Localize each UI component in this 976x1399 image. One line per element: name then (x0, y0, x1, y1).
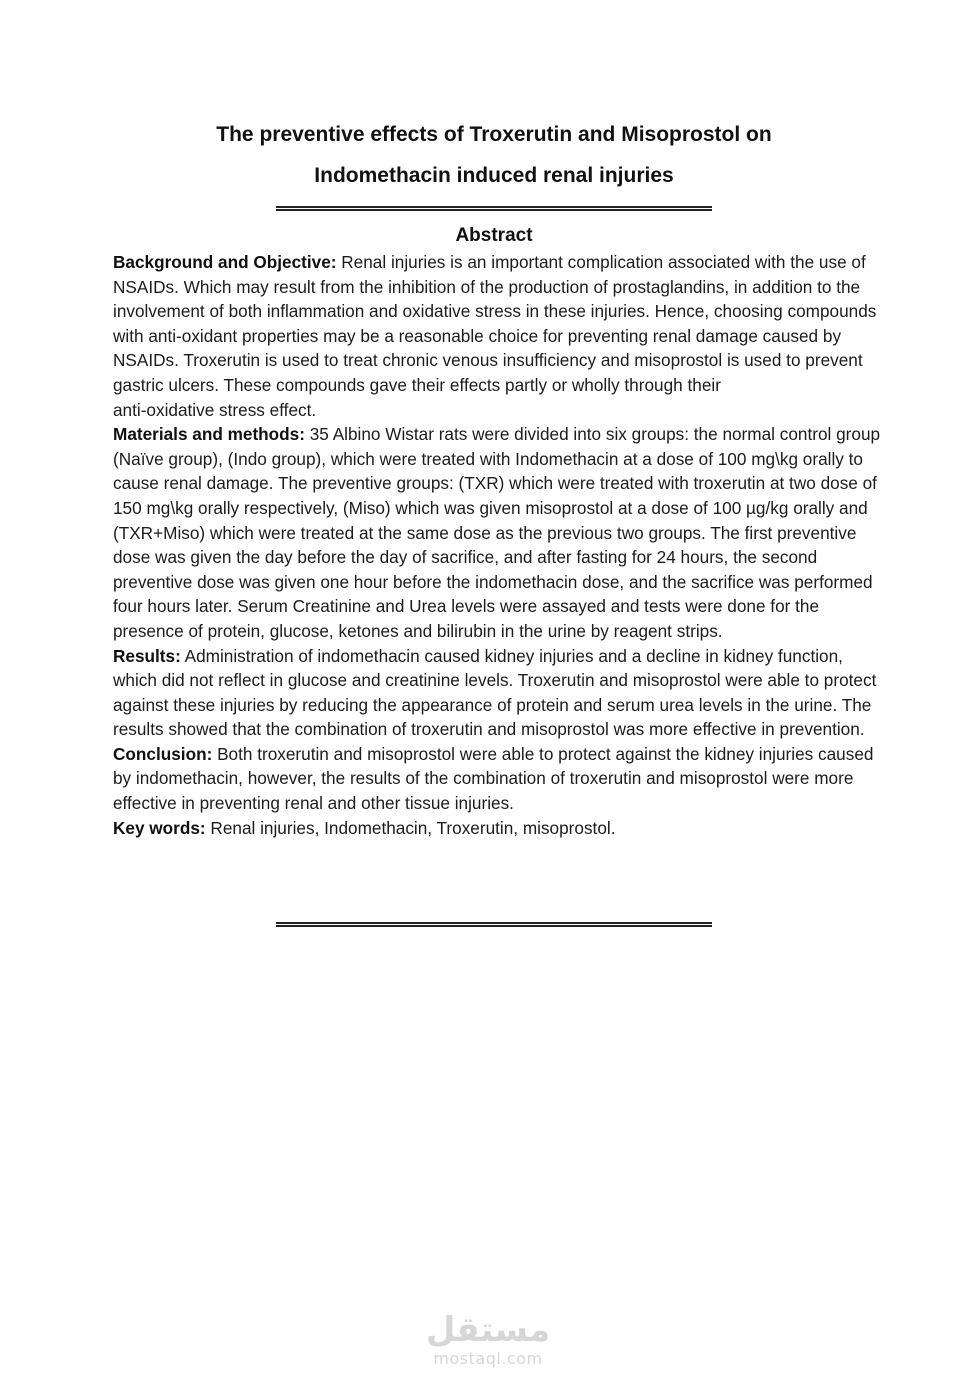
paper-title (0, 114, 976, 196)
double-rule-top (276, 206, 712, 211)
methods-label: Materials and methods: (113, 424, 305, 445)
background-label: Background and Objective: (113, 252, 337, 272)
background-text: Renal injuries is an important complication associated with the use of NSAIDs. Which may result from the inhibition of the production of prostaglandins, in addition to the involvement of both inflammation and oxidative stress in these injuries. Hence, choosing compounds with anti-oxidant properties may be a reasonable choice for preventing renal damage caused by NSAIDs. Troxerutin is used to treat chronic venous insufficiency and misoprostol is used to prevent gastric ulcers. These compounds gave their effects partly or wholly through their (113, 252, 877, 395)
methods-text: 35 Albino Wistar rats were divided into six groups: the normal control group (Naïve group), (Indo group), which were treated with Indomethacin at a dose of 100 mg\kg orally to cause renal damage. The preventive groups: (TXR) which were treated with troxerutin at two dose of 150 mg\kg orally respectively, (Miso) which was given misoprostol at a dose of 100 µg/kg orally and (TXR+Miso) which were treated at the same dose as the previous two groups. The first preventive dose was given the day before the day of sacrifice, and after fasting for 24 hours, the second preventive dose was given one hour before the indomethacin dose, and the sacrifice was performed four hours later. Serum Creatinine and Urea levels were assayed and tests were done for the presence of protein, glucose, ketones and bilirubin in the urine by reagent strips. (113, 424, 881, 641)
conclusion-text: Both troxerutin and misoprostol were able to protect against the kidney injuries caused by indomethacin, however, the results of the combination of troxerutin and misoprostol were more effective in preventing renal and other tissue injuries. (113, 743, 874, 814)
background-paragraph (113, 250, 883, 398)
keywords-label: Key words: (113, 817, 206, 838)
abstract-heading: Abstract (455, 225, 533, 246)
results-text: Administration of indomethacin caused kidney injuries and a decline in kidney function, which did not reflect in glucose and creatinine levels. Troxerutin and misoprostol were able to protect against these injuries by reducing the appearance of protein and serum urea levels in the urine. The results showed that the combination of troxerutin and misoprostol was more effective in prevention. (113, 645, 877, 740)
keywords-paragraph (113, 816, 883, 841)
methods-paragraph (113, 422, 883, 643)
results-label: Results: (113, 645, 181, 666)
conclusion-label: Conclusion: (113, 743, 213, 764)
results-paragraph (113, 644, 883, 742)
watermark-arabic-logo: مستقل (425, 1310, 551, 1350)
conclusion-paragraph (113, 742, 883, 816)
paper-title-line-2: Indomethacin induced renal injuries (314, 164, 674, 187)
abstract-body (113, 250, 883, 840)
keywords-text: Renal injuries, Indomethacin, Troxerutin, misoprostol. (205, 817, 616, 838)
double-rule-bottom (276, 922, 712, 927)
mostaql-watermark (0, 1310, 976, 1368)
paper-title-line-1: The preventive effects of Troxerutin and Misoprostol on (216, 123, 772, 146)
background-paragraph-cont: anti-oxidative stress effect. (113, 399, 317, 420)
watermark-domain: mostaql.com (433, 1349, 543, 1368)
